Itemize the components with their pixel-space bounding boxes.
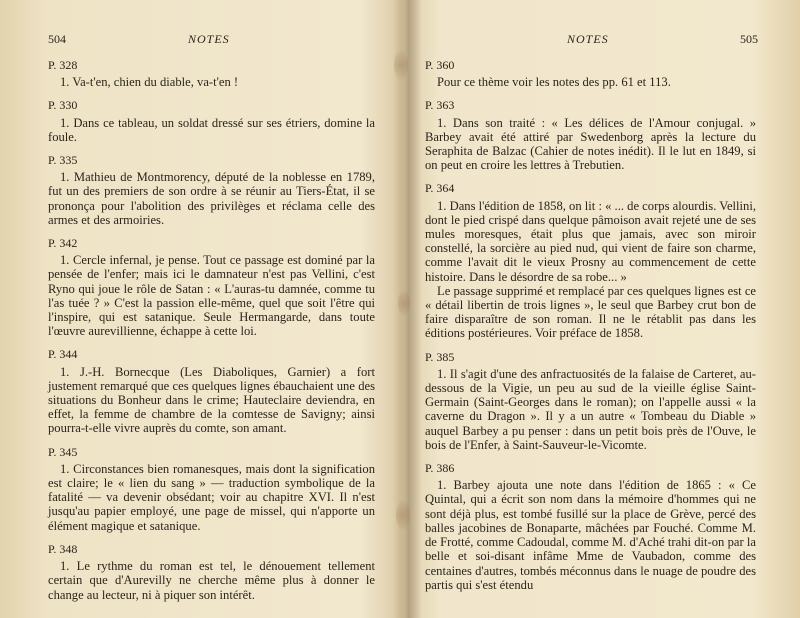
note-entry: [48, 153, 375, 227]
page-stain: [398, 290, 410, 316]
right-page-number: 505: [740, 32, 758, 46]
note-ref: P. 385: [425, 349, 455, 364]
right-notes-list: [425, 58, 756, 592]
note-ref: P. 345: [48, 444, 78, 459]
left-page: [48, 0, 375, 618]
page-stain: [396, 500, 410, 530]
note-entry: [48, 347, 375, 435]
note-text: 1. Dans son traité : « Les délices de l'Amour conjugal. » Barbey avait été attiré par Swedenborg après la lecture du Seraphita de Balzac (Cahier de notes inédit). Il le lut en 1849, si on peut en croire les lettres à Trebutien.: [425, 115, 756, 173]
note-text: 1. Cercle infernal, je pense. Tout ce passage est dominé par la pensée de l'enfer; mais ici le damnateur n'est pas Vellini, c'est Ryno qui joue le rôle de Satan : « L'auras-tu damnée, comme tu l'as tuée ? » C'est la passion elle-même, quel que soit l'être qui l'inspire, qui est satanique. Seule Hermangarde, dans toute l'œuvre aurevillienne, échappe à cette loi.: [48, 253, 375, 339]
note-ref: P. 363: [425, 98, 455, 113]
note-entry: [425, 98, 756, 172]
left-page-number: 504: [48, 32, 66, 46]
note-entry: [48, 236, 375, 338]
note-text: 1. Mathieu de Montmorency, député de la noblesse en 1789, fut un des premiers de son ordre à se réunir au Tiers-État, il se prononça pour l'abolition des privilèges et réclama celle des armes et des armoiries.: [48, 170, 375, 227]
note-text: 1. Il s'agit d'une des anfractuosités de la falaise de Carteret, au-dessous de la Vigie, un peu au sud de la vieille église Saint-Germain (Saint-Georges dans le roman); on l'appelle aussi « la caverne du Dragon ». Il y a un autre « Tombeau du Diable » auquel Barbey a pu penser : dans un petit bois près de l'Ouve, le bois de l'Enfer, à Saint-Sauveur-le-Vicomte.: [425, 366, 756, 452]
note-ref: P. 360: [425, 58, 455, 72]
note-text: Pour ce thème voir les notes des pp. 61 et 113.: [437, 75, 671, 90]
note-ref: P. 335: [48, 153, 78, 168]
note-entry: [425, 181, 756, 340]
note-text: 1. Barbey ajouta une note dans l'édition de 1865 : « Ce Quintal, qui a écrit son nom dans la mémoire d'hommes qui ne sont déjà plus, est tombé fusillé sur la place de Grève, percé des balles jacobines de Bonaparte, mâchées par Fouché. Comme M. de Frotté, comme Cadoudal, comme M. d'Aché trahi dit-on par la belle et soi-disant infâme Mme de Vaubadon, comme des centaines d'autres, tombés méconnus dans le nuage de poudre des partis qui s'est étendu: [425, 478, 756, 592]
note-entry: [48, 542, 375, 602]
right-page: [425, 0, 756, 618]
note-ref: P. 330: [48, 98, 78, 113]
note-ref: P. 342: [48, 236, 78, 251]
note-ref: P. 364: [425, 181, 455, 196]
note-entry: [425, 58, 756, 89]
note-ref: P. 386: [425, 461, 455, 476]
note-text: 1. Dans ce tableau, un soldat dressé sur ses étriers, domine la foule.: [48, 115, 375, 144]
note-ref: P. 348: [48, 541, 78, 556]
right-page-header: [425, 32, 756, 52]
note-ref: P. 328: [48, 58, 78, 72]
note-entry: [425, 350, 756, 452]
note-text: 1. Le rythme du roman est tel, le dénouement tellement certain que d'Aurevilly ne cherche même plus à donner le change au lecteur, ni à piquer son intérêt.: [48, 559, 375, 602]
note-text: 1. Dans l'édition de 1858, on lit : « ... de corps alourdis. Vellini, dont le pied crispé dans quelque pâmoison avait rejeté une de ses mules moresques, était plus que jamais, avec son miroir constellé, la sorcière au pied nud, qui vient de faire son charme, comme l'avait dit le vieux Prosny au commencement de cette histoire. Dans le désordre de sa robe... »: [425, 198, 756, 284]
note-entry: [48, 445, 375, 533]
left-page-header: [48, 32, 375, 52]
left-running-head: NOTES: [188, 32, 230, 46]
note-text: 1. Va-t'en, chien du diable, va-t'en !: [60, 75, 239, 90]
note-text: Le passage supprimé et remplacé par ces quelques lignes est ce « détail libertin de trois lignes », le seul que Barbey crut bon de faire disparaître de son roman. Il ne le rétablit pas dans les éditions postérieures. Voir préface de 1858.: [425, 283, 756, 341]
note-entry: [48, 58, 375, 89]
note-entry: [48, 98, 375, 144]
note-entry: [425, 461, 756, 592]
note-text: 1. Circonstances bien romanesques, mais dont la signification est claire; le « lien du sang » — traduction symbolique de la fatalité — va devenir obsédant; voir au chapitre XVI. Il n'est jusqu'au papier employé, une page de missel, qui n'apporte un élément magique et satanique.: [48, 461, 375, 533]
right-running-head: NOTES: [567, 32, 609, 46]
note-ref: P. 344: [48, 347, 78, 362]
note-text: 1. J.-H. Bornecque (Les Diaboliques, Garnier) a fort justement remarqué que ces quelques lignes ébauchaient une des situations du Bonheur dans le crime; Hauteclaire deviendra, en effet, la femme de chambre de la comtesse de Savigny; ainsi pourra-t-elle vivre auprès du comte, son amant.: [48, 364, 375, 436]
left-notes-list: [48, 58, 375, 602]
page-stain: [394, 50, 408, 80]
